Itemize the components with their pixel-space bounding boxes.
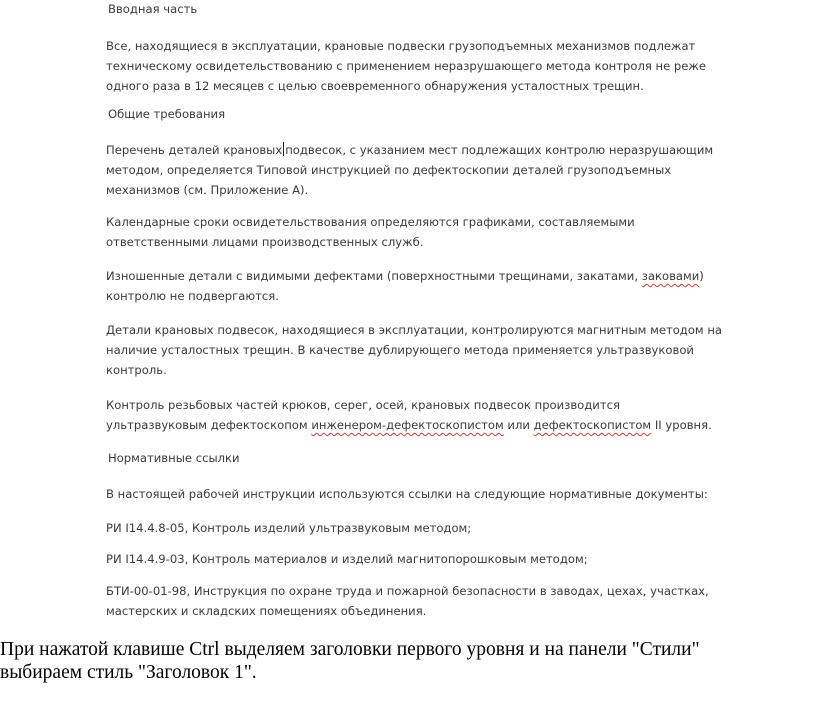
paragraph-line: наличие усталостных трещин. В качестве дублирующего метода применяется ультразвуковой bbox=[106, 343, 694, 357]
paragraph-line bbox=[106, 415, 712, 435]
text-before-cursor: Перечень деталей крановых bbox=[106, 143, 283, 157]
paragraph-line: механизмов (см. Приложение А). bbox=[106, 183, 309, 197]
text-after-cursor: подвесок, с указанием мест подлежащих контролю неразрушающим bbox=[285, 143, 714, 157]
text-fragment: ) bbox=[699, 269, 704, 283]
reference-item: РИ I14.4.9-03, Контроль материалов и изделий магнитопорошковым методом; bbox=[106, 552, 588, 566]
instruction-caption bbox=[0, 638, 812, 684]
spellcheck-flagged-word: инженером-дефектоскопистом bbox=[311, 418, 504, 432]
reference-item: РИ I14.4.8-05, Контроль изделий ультразвуковым методом; bbox=[106, 521, 472, 535]
intro-line: Все, находящиеся в эксплуатации, крановые подвески грузоподъемных механизмов подлежат bbox=[106, 39, 696, 53]
heading-refs: Нормативные ссылки bbox=[108, 451, 240, 465]
text-fragment: Изношенные детали с видимыми дефектами (поверхностными трещинами, закатами, bbox=[106, 269, 639, 283]
paragraph-line: Контроль резьбовых частей крюков, серег, осей, крановых подвесок производится bbox=[106, 398, 620, 412]
paragraph-line: Календарные сроки освидетельствования определяются графиками, составляемыми bbox=[106, 215, 635, 229]
reference-item: БТИ-00-01-98, Инструкция по охране труда и пожарной безопасности в заводах, цехах, участках, bbox=[106, 584, 709, 598]
paragraph-line bbox=[106, 140, 713, 160]
heading-general: Общие требования bbox=[108, 107, 226, 121]
intro-line: техническому освидетельствованию с применением неразрушающего метода контроля не реже bbox=[106, 59, 706, 73]
document-screenshot bbox=[106, 0, 726, 622]
text-fragment: ультразвуковым дефектоскопом bbox=[106, 418, 308, 432]
paragraph-line: контролю не подвергаются. bbox=[106, 289, 279, 303]
spellcheck-flagged-word: дефектоскопистом bbox=[533, 418, 652, 432]
text-fragment: II уровня. bbox=[654, 418, 712, 432]
spellcheck-flagged-word: заковами bbox=[641, 269, 700, 283]
reference-item: мастерских и складских помещениях объединения. bbox=[106, 604, 427, 618]
text-fragment: или bbox=[507, 418, 530, 432]
intro-line: одного раза в 12 месяцев с целью своевременного обнаружения усталостных трещин. bbox=[106, 79, 644, 93]
heading-intro: Вводная часть bbox=[108, 2, 198, 16]
paragraph-line: В настоящей рабочей инструкции используются ссылки на следующие нормативные документы: bbox=[106, 487, 708, 501]
paragraph-line: Детали крановых подвесок, находящиеся в эксплуатации, контролируются магнитным методом на bbox=[106, 323, 723, 337]
paragraph-line: ответственными лицами производственных служб. bbox=[106, 235, 424, 249]
caption-line: выбираем стиль "Заголовок 1". bbox=[0, 662, 257, 683]
paragraph-line: контроль. bbox=[106, 363, 167, 377]
caption-line: При нажатой клавише Ctrl выделяем заголовки первого уровня и на панели "Стили" bbox=[0, 639, 700, 660]
paragraph-line: методом, определяется Типовой инструкцией по дефектоскопии деталей грузоподъемных bbox=[106, 163, 672, 177]
paragraph-line bbox=[106, 266, 704, 286]
